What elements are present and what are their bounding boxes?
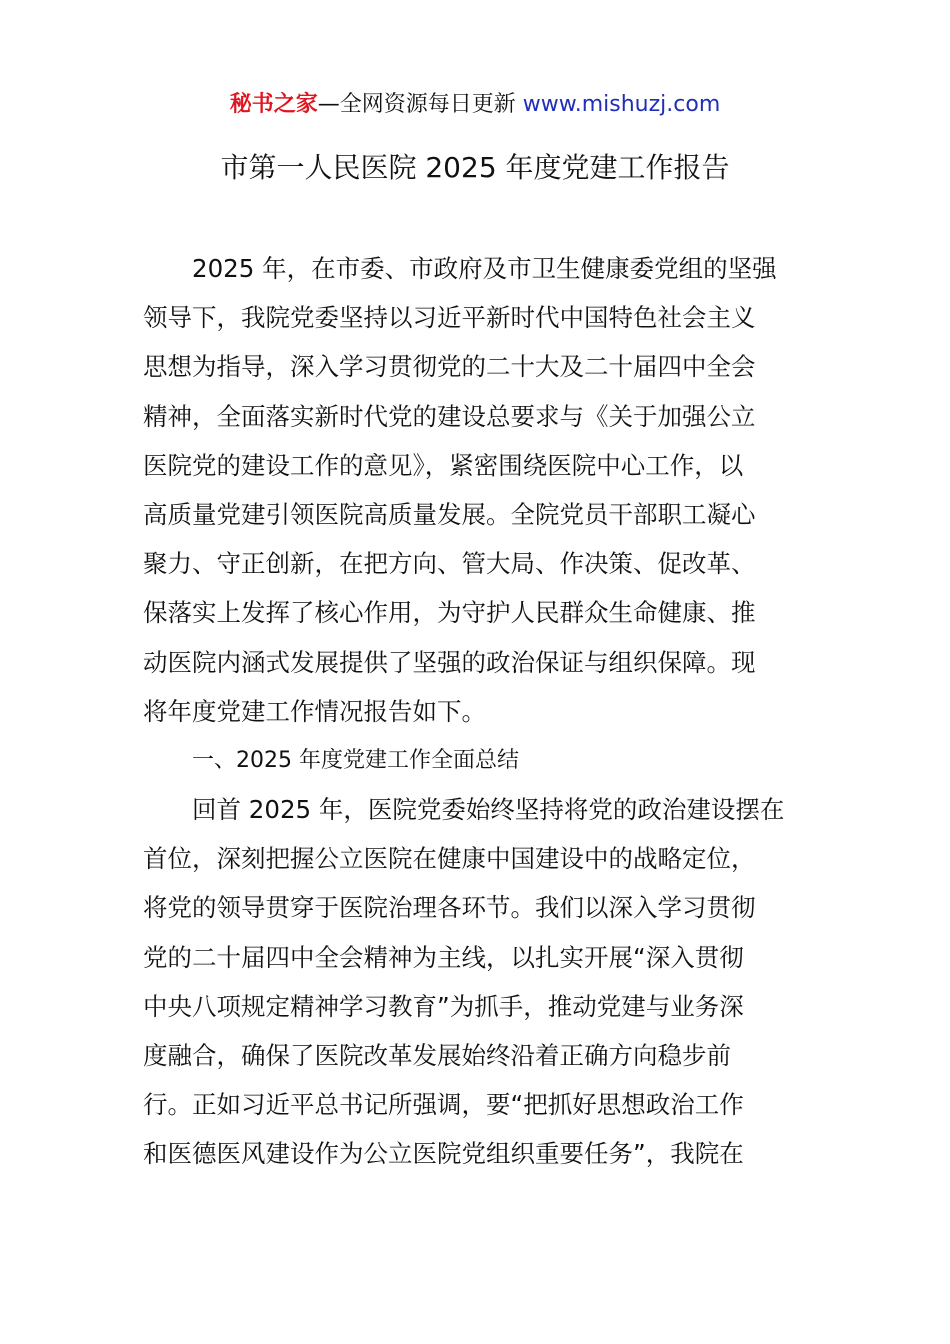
paragraph-intro-line: 聚力、守正创新，在把方向、管大局、作决策、促改革、	[143, 549, 756, 579]
paragraph-summary-line: 党的二十届四中全会精神为主线，以扎实开展“深入贯彻	[143, 942, 744, 972]
document-title: 市第一人民医院 2025 年度党建工作报告	[220, 151, 730, 184]
paragraph-intro-line: 领导下，我院党委坚持以习近平新时代中国特色社会主义	[143, 303, 756, 333]
paragraph-intro-line: 思想为指导，深入学习贯彻党的二十大及二十届四中全会	[143, 352, 756, 382]
paragraph-summary-line: 将党的领导贯穿于医院治理各环节。我们以深入学习贯彻	[143, 893, 756, 923]
paragraph-intro-line: 将年度党建工作情况报告如下。	[143, 696, 486, 726]
site-url-link[interactable]: www.mishuzj.com	[522, 92, 721, 117]
paragraph-intro-line: 高质量党建引领医院高质量发展。全院党员干部职工凝心	[143, 499, 756, 529]
paragraph-summary-line: 首位，深刻把握公立医院在健康中国建设中的战略定位，	[143, 844, 756, 874]
paragraph-summary-line: 和医德医风建设作为公立医院党组织重要任务”，我院在	[143, 1139, 744, 1169]
paragraph-intro-line: 医院党的建设工作的意见》，紧密围绕医院中心工作，以	[143, 450, 744, 480]
document-body	[143, 244, 808, 1179]
paragraph-summary-line: 中央八项规定精神学习教育”为抓手，推动党建与业务深	[143, 991, 744, 1021]
section-heading: 一、2025 年度党建工作全面总结	[192, 747, 519, 773]
site-tagline: —全网资源每日更新	[317, 92, 523, 117]
brand-name: 秘书之家	[229, 92, 318, 117]
paragraph-intro-line: 精神，全面落实新时代党的建设总要求与《关于加强公立	[143, 401, 756, 431]
paragraph-summary-line: 度融合，确保了医院改革发展始终沿着正确方向稳步前	[143, 1041, 731, 1070]
paragraph-summary-line: 行。正如习近平总书记所强调，要“把抓好思想政治工作	[143, 1090, 744, 1120]
paragraph-intro-line: 2025 年，在市委、市政府及市卫生健康委党组的坚强	[192, 254, 777, 283]
paragraph-summary-line: 回首 2025 年，医院党委始终坚持将党的政治建设摆在	[192, 795, 785, 825]
paragraph-intro-line: 保落实上发挥了核心作用，为守护人民群众生命健康、推	[143, 598, 756, 628]
site-header	[0, 88, 950, 122]
paragraph-intro-line: 动医院内涵式发展提供了坚强的政治保证与组织保障。现	[143, 647, 756, 677]
